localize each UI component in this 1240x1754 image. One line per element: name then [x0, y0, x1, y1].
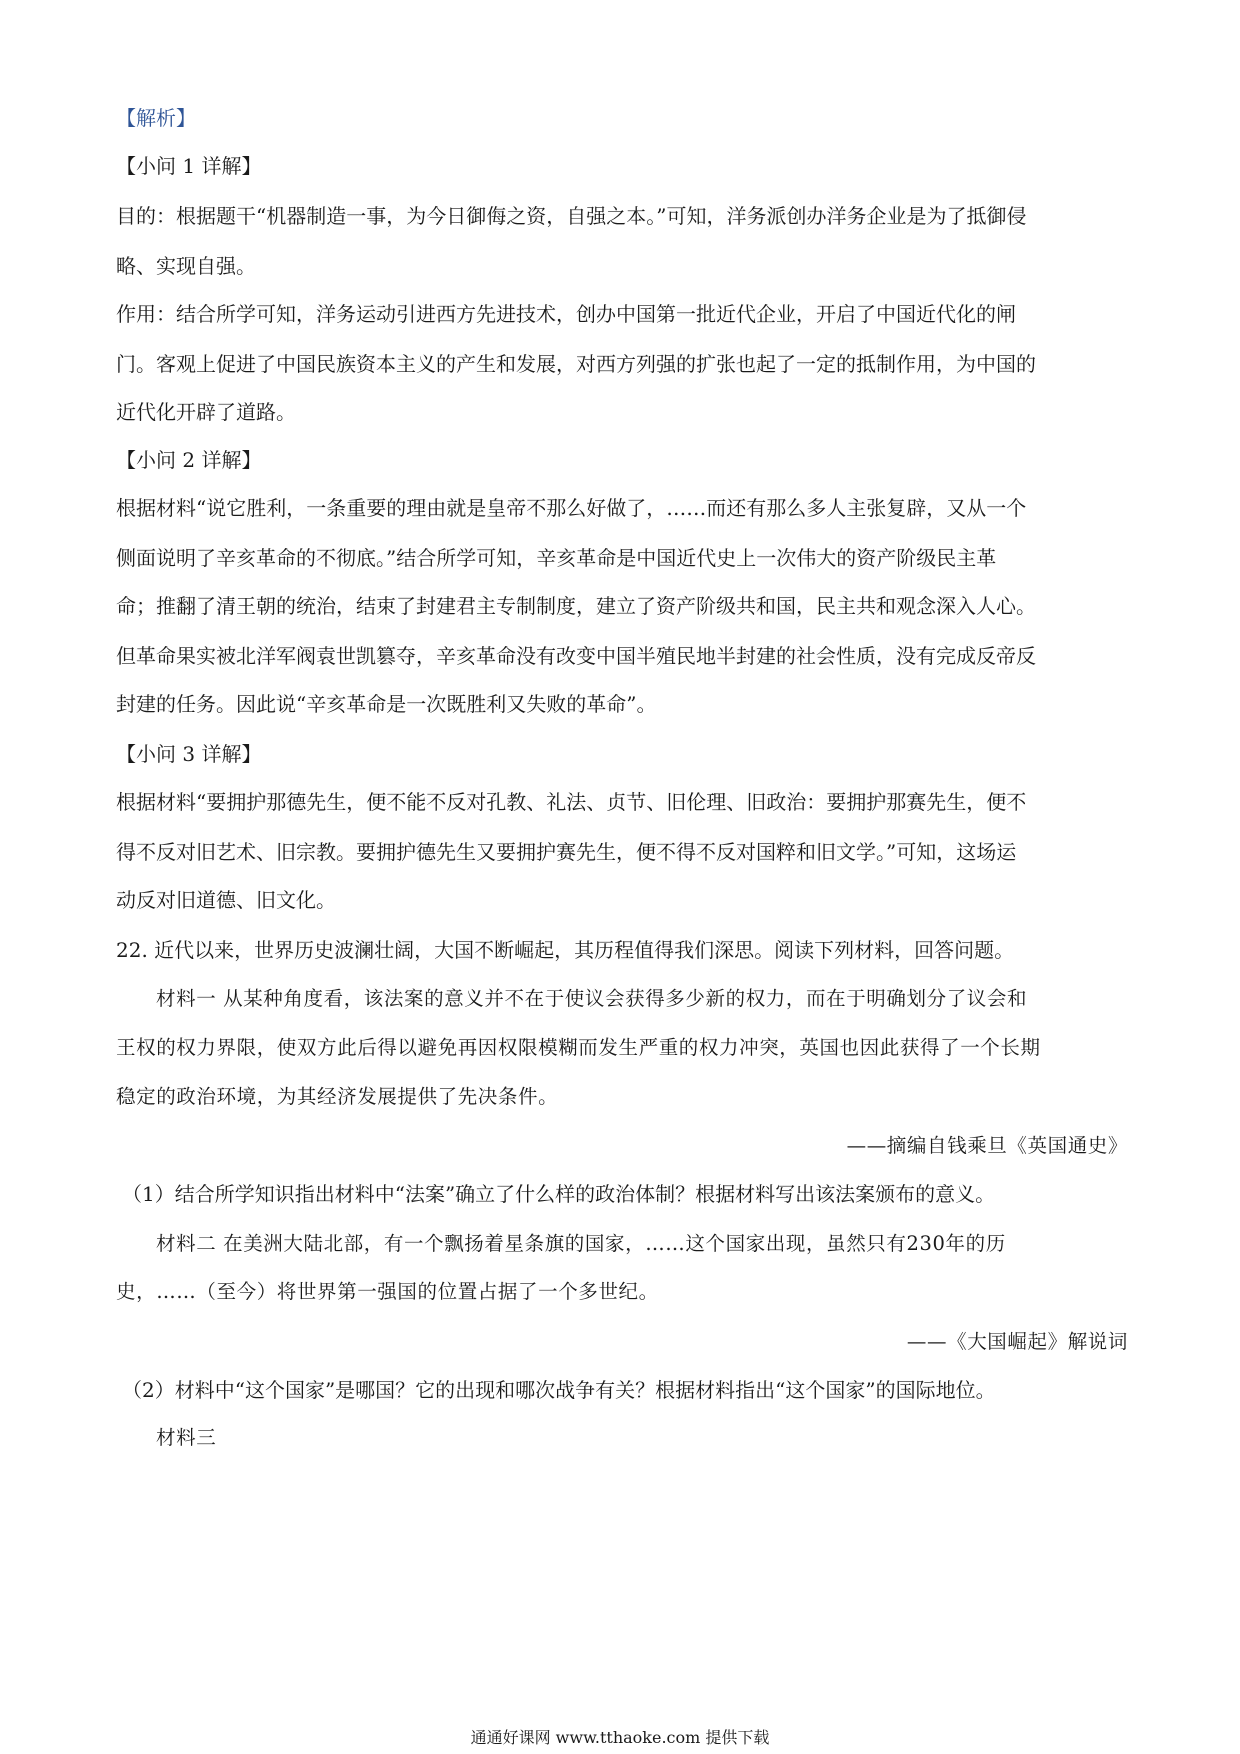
q2-line-2: 侧面说明了辛亥革命的不彻底。”结合所学可知，辛亥革命是中国近代史上一次伟大的资产阶级民主革	[116, 546, 997, 570]
q1-line-4: 门。客观上促进了中国民族资本主义的产生和发展，对西方列强的扩张也起了一定的抵制作用，为中国的	[116, 352, 1036, 376]
footer-watermark: 通通好课网 www.tthaoke.com 提供下载	[470, 1728, 770, 1747]
question-22-stem: 22. 近代以来，世界历史波澜壮阔，大国不断崛起，其历程值得我们深思。阅读下列材料，回答问题。	[116, 938, 1015, 962]
q1-line-2: 略、实现自强。	[116, 254, 256, 278]
q3-heading: 【小问 3 详解】	[116, 742, 262, 766]
material-1-line-2: 王权的权力界限，使双方此后得以避免再因权限模糊而发生严重的权力冲突，英国也因此获得了一个长期	[116, 1036, 1041, 1059]
material-1-line-1: 材料一 从某种角度看，该法案的意义并不在于使议会获得多少新的权力，而在于明确划分了议会和	[156, 987, 1028, 1010]
q3-line-3: 动反对旧道德、旧文化。	[116, 888, 336, 912]
material-1-line-3: 稳定的政治环境，为其经济发展提供了先决条件。	[116, 1085, 559, 1108]
q1-line-5: 近代化开辟了道路。	[116, 400, 296, 424]
material-2-line-2: 史，……（至今）将世界第一强国的位置占据了一个多世纪。	[116, 1280, 659, 1303]
material-2-line-1: 材料二 在美洲大陆北部，有一个飘扬着星条旗的国家，……这个国家出现，虽然只有230年的历	[156, 1232, 1006, 1255]
sub-question-1: （1）结合所学知识指出材料中“法案”确立了什么样的政治体制？根据材料写出该法案颁布的意义。	[122, 1182, 996, 1206]
q2-line-1: 根据材料“说它胜利，一条重要的理由就是皇帝不那么好做了，……而还有那么多人主张复辟，又从一个	[116, 496, 1027, 520]
q1-line-3: 作用：结合所学可知，洋务运动引进西方先进技术，创办中国第一批近代企业，开启了中国近代化的闸	[116, 302, 1016, 326]
q2-line-5: 封建的任务。因此说“辛亥革命是一次既胜利又失败的革命”。	[116, 692, 657, 716]
material-2-source: ——《大国崛起》解说词	[906, 1330, 1128, 1353]
sub-question-2: （2）材料中“这个国家”是哪国？它的出现和哪次战争有关？根据材料指出“这个国家”的国际地位。	[122, 1378, 996, 1402]
q3-line-1: 根据材料“要拥护那德先生，便不能不反对孔教、礼法、贞节、旧伦理、旧政治：要拥护那赛先生，便不	[116, 790, 1027, 814]
q1-heading: 【小问 1 详解】	[116, 154, 262, 178]
q2-line-4: 但革命果实被北洋军阀袁世凯篡夺，辛亥革命没有改变中国半殖民地半封建的社会性质，没有完成反帝反	[116, 644, 1036, 668]
material-1-source: ——摘编自钱乘旦《英国通史》	[846, 1134, 1128, 1157]
q2-heading: 【小问 2 详解】	[116, 448, 262, 472]
q1-line-1: 目的：根据题干“机器制造一事，为今日御侮之资，自强之本。”可知，洋务派创办洋务企业是为了抵御侵	[116, 204, 1027, 228]
q2-line-3: 命；推翻了清王朝的统治，结束了封建君主专制制度，建立了资产阶级共和国，民主共和观念深入人心。	[116, 594, 1036, 618]
material-3-label: 材料三	[156, 1426, 217, 1449]
q3-line-2: 得不反对旧艺术、旧宗教。要拥护德先生又要拥护赛先生，便不得不反对国粹和旧文学。”可知，这场运	[116, 840, 1017, 864]
analysis-heading: 【解析】	[116, 106, 196, 130]
